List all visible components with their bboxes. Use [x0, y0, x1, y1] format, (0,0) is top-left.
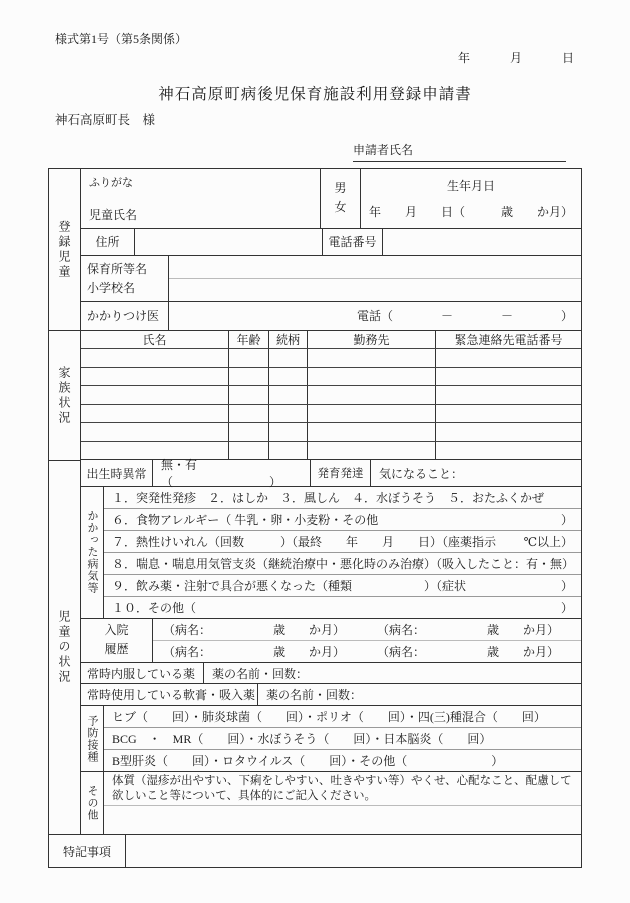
section-family-status — [49, 331, 80, 461]
phone-label: 電話番号 — [323, 229, 383, 255]
disease-item-6: １０．その他（ ） — [112, 600, 573, 615]
vaccination-row-3: B型肝炎（ 回）・ロタウイルス（ 回）・その他（ ） — [112, 754, 504, 769]
birthdate-label: 生年月日 — [446, 179, 495, 194]
section-registered-child — [49, 169, 80, 331]
other-label: その他 — [86, 785, 98, 822]
vaccination-row-1: ヒブ（ 回）・肺炎球菌（ 回）・ポリオ（ 回）・四(三)種混合（ 回） — [104, 706, 581, 728]
doctor-label: かかりつけ医 — [81, 302, 169, 330]
oral-medication-row — [81, 663, 581, 685]
doctor-row — [81, 302, 581, 331]
family-empty-row — [81, 405, 581, 424]
section-family-status-label: 家族状況 — [57, 365, 71, 426]
disease-item-2: ６．食物アレルギー（ 牛乳・卵・小麦粉・その他 ） — [104, 509, 581, 531]
disease-item-3: ７．熱性けいれん（回数 ）（最終 年 月 日）（座薬指示 ℃以上） — [104, 531, 581, 553]
birth-abnormality-label: 出生時異常 — [81, 460, 153, 486]
school-label-cell — [81, 256, 169, 301]
section-child-condition — [49, 461, 80, 834]
family-header-workplace: 勤務先 — [308, 331, 436, 349]
hospitalization-entries — [153, 619, 581, 662]
family-empty-row — [81, 423, 581, 442]
other-input-area — [104, 806, 581, 834]
date-line: 年 月 日 — [457, 51, 575, 65]
vaccination-label-cell — [81, 706, 104, 771]
birth-abnormality-row — [81, 458, 581, 490]
child-name-row — [81, 169, 581, 229]
section-label-column — [49, 169, 81, 834]
child-name-label: 児童氏名 — [89, 207, 138, 222]
gender-cell — [321, 169, 361, 228]
vaccination-label: 予防接種 — [86, 714, 98, 763]
school-input-cells — [169, 256, 581, 301]
family-empty-row — [81, 349, 581, 368]
doctor-input-area — [169, 302, 581, 330]
oral-medication-value: 薬の名前・回数： — [212, 666, 309, 681]
family-table — [81, 331, 581, 461]
family-empty-row — [81, 368, 581, 387]
registration-table — [48, 168, 582, 868]
child-name-cell — [81, 169, 321, 228]
section-child-condition-label: 児童の状況 — [57, 610, 71, 685]
family-empty-row — [81, 442, 581, 460]
other-label-cell — [81, 772, 104, 834]
family-empty-row — [81, 386, 581, 405]
family-header-row — [81, 331, 581, 350]
topical-medication-row — [81, 684, 581, 706]
school-label: 小学校名 — [87, 280, 136, 295]
doctor-phone-format: 電話（ － － ） — [356, 309, 573, 324]
nursery-input-area — [169, 256, 581, 279]
gender-male-label: 男 — [334, 181, 347, 196]
family-header-name: 氏名 — [81, 331, 229, 349]
phone-input-area — [383, 229, 581, 255]
address-input-area — [135, 229, 323, 255]
hospitalization-row — [81, 619, 581, 663]
past-diseases-block — [81, 487, 581, 619]
addressee: 神石高原町長 様 — [55, 113, 156, 127]
furigana-label: ふりがな — [89, 177, 133, 189]
school-row — [81, 256, 581, 302]
family-header-age: 年齢 — [229, 331, 269, 349]
past-diseases-label-cell — [81, 487, 104, 618]
other-instruction: 体質（湿疹が出やすい、下痢をしやすい、吐きやすい等）やくせ、心配なこと、配慮して欲しいこと等について、具体的にご記入ください。 — [104, 772, 581, 806]
nursery-label: 保育所等名 — [87, 262, 148, 277]
topical-medication-value: 薬の名前・回数： — [266, 688, 363, 703]
address-label: 住所 — [81, 229, 135, 255]
school-input-area — [169, 279, 581, 301]
special-notes-row — [49, 834, 581, 867]
gender-female-label: 女 — [334, 200, 347, 215]
vaccination-row-2: BCG ・ MR（ 回）・水ぼうそう（ 回）・日本脳炎（ 回） — [104, 728, 581, 750]
oral-medication-label: 常時内服している薬 — [81, 663, 204, 684]
special-notes-label: 特記事項 — [49, 835, 126, 867]
hospitalization-line-2: （病名： 歳 か月） （病名： 歳 か月） — [163, 644, 559, 659]
section-registered-child-label: 登録児童 — [57, 219, 71, 280]
hospitalization-line-1: （病名： 歳 か月） （病名： 歳 か月） — [153, 619, 581, 641]
disease-item-5: ９．飲み薬・注射で具合が悪くなった（種類 ）（症状 ） — [104, 575, 581, 597]
development-note: 気になること： — [379, 466, 464, 481]
birthdate-format: 年 月 日（ 歳 か月） — [368, 204, 573, 219]
form-title: 神石高原町病後児保育施設利用登録申請書 — [158, 86, 472, 103]
other-block — [81, 772, 581, 834]
applicant-name-line: 申請者氏名 — [353, 141, 566, 162]
form-number: 様式第1号（第5条関係） — [55, 32, 188, 46]
family-header-emergency-phone: 緊急連絡先電話番号 — [454, 332, 563, 347]
hospitalization-label: 入院 履歴 — [81, 619, 153, 662]
address-row — [81, 229, 581, 256]
special-notes-input-area — [126, 835, 581, 867]
topical-medication-label: 常時使用している軟膏・吸入薬 — [81, 684, 258, 705]
development-label: 発育発達 — [311, 460, 371, 486]
family-header-relation: 続柄 — [269, 331, 308, 349]
birthdate-cell — [361, 169, 581, 228]
disease-item-4: ８．喘息・喘息用気管支炎（継続治療中・悪化時のみ治療）（吸入したこと：有・無） — [104, 553, 581, 575]
birth-abnormality-options: 無・有（ ） — [153, 460, 311, 486]
disease-item-1: １．突発性発疹 ２．はしか ３．風しん ４．水ぼうそう ５．おたふくかぜ — [104, 487, 581, 509]
past-diseases-label: かかった病気等 — [86, 510, 98, 595]
vaccination-block — [81, 706, 581, 772]
